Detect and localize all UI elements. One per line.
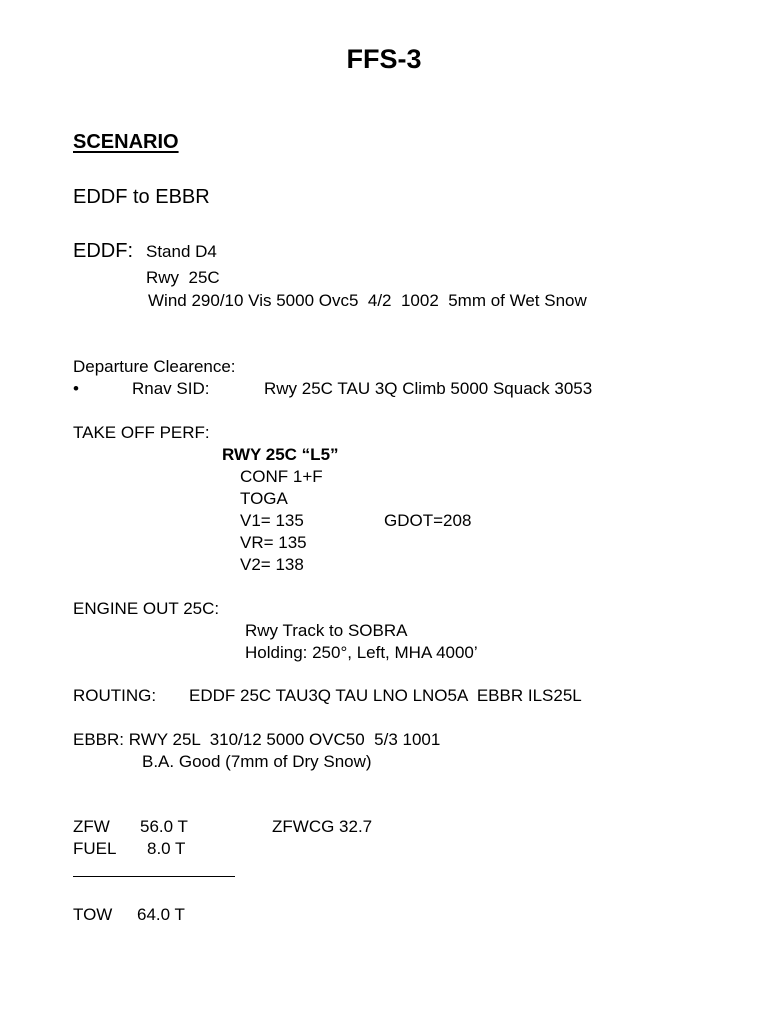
fuel-value: 8.0 T	[147, 839, 186, 858]
departure-clearance-label: Departure Clearence:	[73, 357, 236, 376]
takeoff-v1: V1= 135	[240, 511, 304, 530]
bullet-icon: •	[73, 379, 79, 398]
engine-out-track: Rwy Track to SOBRA	[245, 621, 408, 640]
engine-out-holding: Holding: 250°, Left, MHA 4000’	[245, 643, 478, 662]
tow-value: 64.0 T	[137, 905, 185, 924]
takeoff-perf-label: TAKE OFF PERF:	[73, 423, 210, 442]
routing-value: EDDF 25C TAU3Q TAU LNO LNO5A EBBR ILS25L	[189, 686, 582, 705]
scenario-heading: SCENARIO	[73, 131, 179, 153]
page-title: FFS-3	[346, 44, 422, 74]
eddf-weather: Wind 290/10 Vis 5000 Ovc5 4/2 1002 5mm of Wet Snow	[148, 291, 587, 310]
takeoff-runway: RWY 25C “L5”	[222, 445, 339, 464]
zfw-value: 56.0 T	[140, 817, 188, 836]
engine-out-label: ENGINE OUT 25C:	[73, 599, 220, 618]
takeoff-v2: V2= 138	[240, 555, 304, 574]
takeoff-vr: VR= 135	[240, 533, 307, 552]
takeoff-thrust: TOGA	[240, 489, 288, 508]
fuel-label: FUEL	[73, 839, 117, 858]
tow-label: TOW	[73, 905, 113, 924]
ebbr-braking-action: B.A. Good (7mm of Dry Snow)	[142, 752, 372, 771]
zfw-label: ZFW	[73, 817, 110, 836]
takeoff-conf: CONF 1+F	[240, 467, 323, 486]
sum-divider	[73, 876, 235, 877]
route-summary: EDDF to EBBR	[73, 186, 210, 208]
zfwcg-value: ZFWCG 32.7	[272, 817, 373, 836]
rnav-sid-label: Rnav SID:	[132, 379, 210, 398]
eddf-stand: Stand D4	[146, 242, 217, 261]
ebbr-weather: EBBR: RWY 25L 310/12 5000 OVC50 5/3 1001	[73, 730, 441, 749]
takeoff-gdot: GDOT=208	[384, 511, 472, 530]
eddf-label: EDDF:	[73, 240, 133, 262]
eddf-runway: Rwy 25C	[146, 268, 220, 287]
departure-clearance-value: Rwy 25C TAU 3Q Climb 5000 Squack 3053	[264, 379, 593, 398]
routing-label: ROUTING:	[73, 686, 157, 705]
